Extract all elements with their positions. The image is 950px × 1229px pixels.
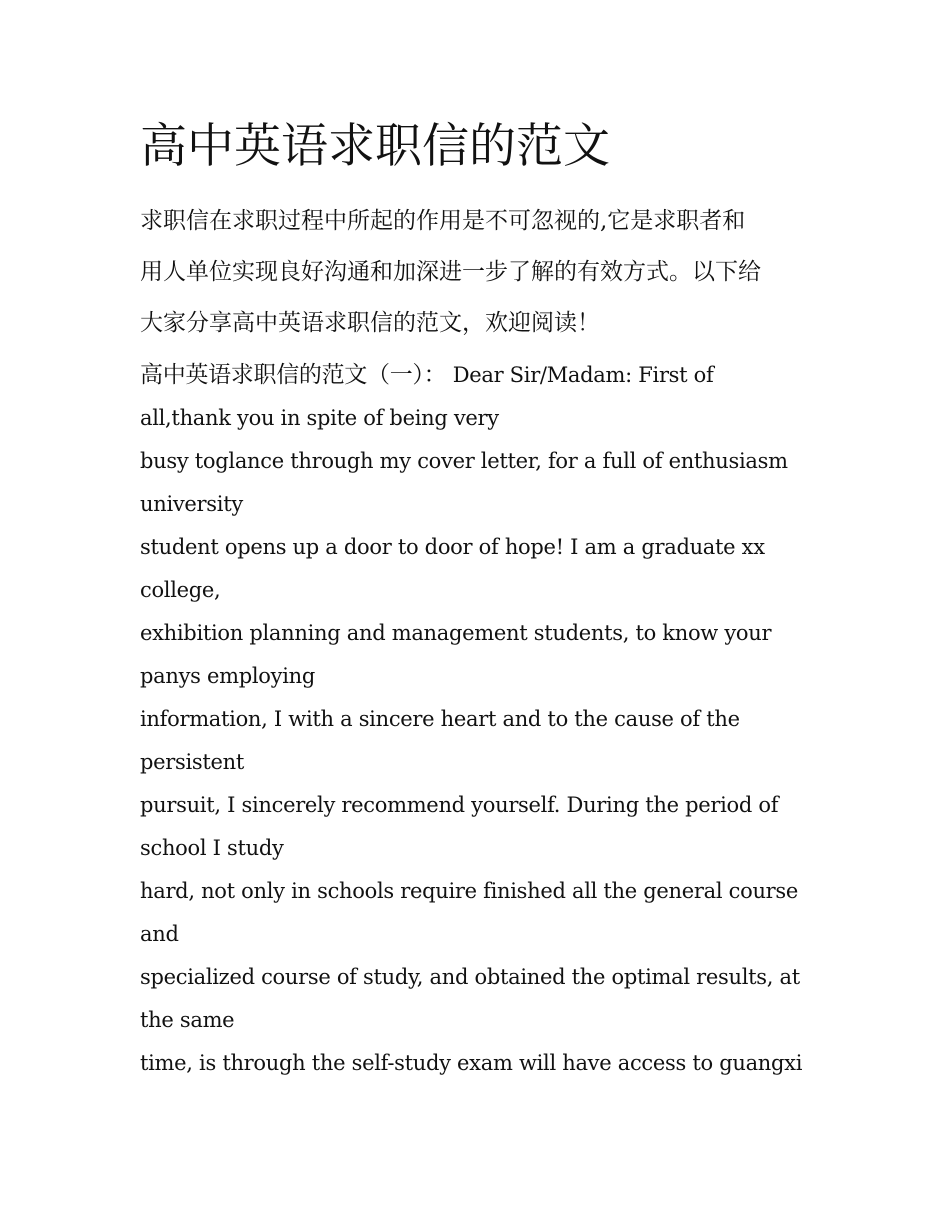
letter-line: the same bbox=[140, 1008, 235, 1032]
letter-line: pursuit, I sincerely recommend yourself. During the period of bbox=[140, 793, 779, 817]
letter-line-text: Dear Sir/Madam: First of bbox=[446, 363, 714, 387]
letter-line: time, is through the self-study exam will have access to guangxi bbox=[140, 1051, 803, 1075]
letter-line: school I study bbox=[140, 836, 284, 860]
intro-line: 用人单位实现良好沟通和加深进一步了解的有效方式。以下给 bbox=[140, 259, 761, 285]
letter-line: panys employing bbox=[140, 664, 315, 688]
letter-line: student opens up a door to door of hope! I am a graduate xx bbox=[140, 535, 765, 559]
section-heading: 高中英语求职信的范文（一）： bbox=[140, 362, 447, 388]
letter-line: persistent bbox=[140, 750, 245, 774]
document-page bbox=[140, 0, 820, 1229]
document-title: 高中英语求职信的范文 bbox=[140, 119, 610, 174]
letter-line: college, bbox=[140, 578, 221, 602]
letter-line: hard, not only in schools require finished all the general course bbox=[140, 879, 799, 903]
letter-line: specialized course of study, and obtained the optimal results, at bbox=[140, 965, 800, 989]
letter-line: all,thank you in spite of being very bbox=[140, 406, 499, 430]
letter-body bbox=[140, 354, 820, 1085]
letter-line: and bbox=[140, 922, 179, 946]
letter-line bbox=[140, 354, 820, 397]
letter-line: information, I with a sincere heart and to the cause of the bbox=[140, 707, 740, 731]
intro-line: 求职信在求职过程中所起的作用是不可忽视的,它是求职者和 bbox=[140, 208, 746, 234]
intro-paragraph bbox=[140, 196, 820, 349]
letter-line: busy toglance through my cover letter, for a full of enthusiasm bbox=[140, 449, 788, 473]
letter-line: exhibition planning and management students, to know your bbox=[140, 621, 772, 645]
letter-line: university bbox=[140, 492, 243, 516]
intro-line: 大家分享高中英语求职信的范文，欢迎阅读！ bbox=[140, 310, 600, 336]
